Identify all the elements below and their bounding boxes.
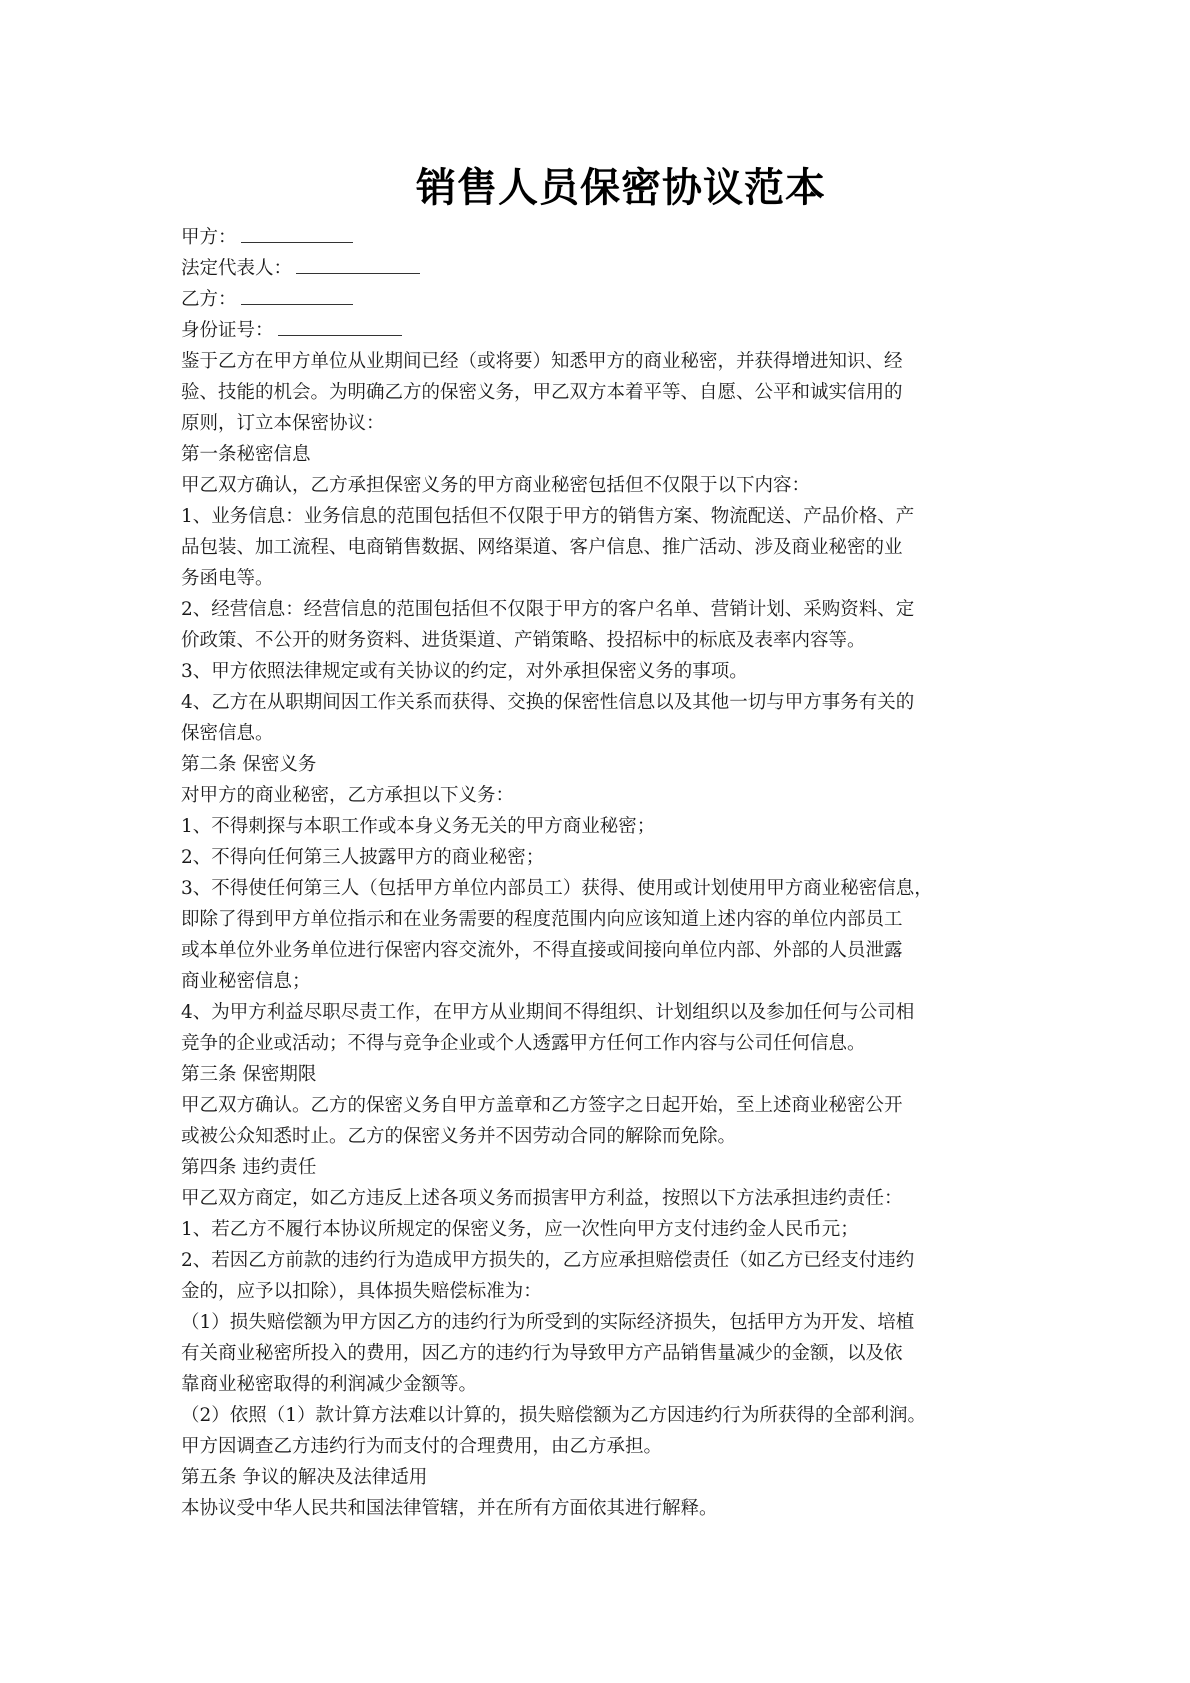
text-line: 验、技能的机会。为明确乙方的保密义务，甲乙双方本着平等、自愿、公平和诚实信用的 xyxy=(181,382,903,403)
article-4 xyxy=(181,1152,1021,1462)
text-line: 对甲方的商业秘密，乙方承担以下义务： xyxy=(181,785,515,806)
text-line: 品包装、加工流程、电商销售数据、网络渠道、客户信息、推广活动、涉及商业秘密的业 xyxy=(181,537,903,558)
article-heading: 第四条 违约责任 xyxy=(181,1157,317,1178)
article-2 xyxy=(181,749,1021,1059)
text-line: 竞争的企业或活动；不得与竞争企业或个人透露甲方任何工作内容与公司任何信息。 xyxy=(181,1033,866,1054)
document-body xyxy=(181,222,1021,1524)
text-line: 2、经营信息：经营信息的范围包括但不仅限于甲方的客户名单、营销计划、采购资料、定 xyxy=(181,599,915,620)
text-line: 即除了得到甲方单位指示和在业务需要的程度范围内向应该知道上述内容的单位内部员工 xyxy=(181,909,903,930)
field-label: 乙方： xyxy=(181,289,237,310)
text-line: （1）损失赔偿额为甲方因乙方的违约行为所受到的实际经济损失，包括甲方为开发、培植 xyxy=(181,1312,915,1333)
field-id-number xyxy=(181,315,1021,346)
text-line: 甲方因调查乙方违约行为而支付的合理费用，由乙方承担。 xyxy=(181,1436,663,1457)
field-label: 甲方： xyxy=(181,227,237,248)
text-line: 2、若因乙方前款的违约行为造成甲方损失的，乙方应承担赔偿责任（如乙方已经支付违约 xyxy=(181,1250,915,1271)
field-party-b xyxy=(181,284,1021,315)
field-label: 法定代表人： xyxy=(181,258,293,279)
field-party-a xyxy=(181,222,1021,253)
article-heading: 第五条 争议的解决及法律适用 xyxy=(181,1467,428,1488)
document-title: 销售人员保密协议范本 xyxy=(416,165,826,211)
text-line: 3、甲方依照法律规定或有关协议的约定，对外承担保密义务的事项。 xyxy=(181,661,748,682)
fill-in-blank xyxy=(296,253,420,274)
article-heading: 第一条秘密信息 xyxy=(181,444,311,465)
text-line: 价政策、不公开的财务资料、进货渠道、产销策略、投招标中的标底及表率内容等。 xyxy=(181,630,866,651)
text-line: 原则，订立本保密协议： xyxy=(181,413,385,434)
article-heading: 第三条 保密期限 xyxy=(181,1064,317,1085)
field-label: 身份证号： xyxy=(181,320,274,341)
fill-in-blank xyxy=(241,284,353,305)
article-3 xyxy=(181,1059,1021,1152)
text-line: 1、不得刺探与本职工作或本身义务无关的甲方商业秘密； xyxy=(181,816,656,837)
article-1 xyxy=(181,439,1021,749)
text-line: 商业秘密信息； xyxy=(181,971,311,992)
field-legal-representative xyxy=(181,253,1021,284)
text-line: 甲乙双方确认。乙方的保密义务自甲方盖章和乙方签字之日起开始，至上述商业秘密公开 xyxy=(181,1095,903,1116)
text-line: 或本单位外业务单位进行保密内容交流外，不得直接或间接向单位内部、外部的人员泄露 xyxy=(181,940,903,961)
text-line: 4、为甲方利益尽职尽责工作，在甲方从业期间不得组织、计划组织以及参加任何与公司相 xyxy=(181,1002,915,1023)
text-line: 有关商业秘密所投入的费用，因乙方的违约行为导致甲方产品销售量减少的金额，以及依 xyxy=(181,1343,903,1364)
text-line: 金的，应予以扣除），具体损失赔偿标准为： xyxy=(181,1281,542,1302)
text-line: 务函电等。 xyxy=(181,568,274,589)
text-line: 1、业务信息：业务信息的范围包括但不仅限于甲方的销售方案、物流配送、产品价格、产 xyxy=(181,506,915,527)
text-line: 2、不得向任何第三人披露甲方的商业秘密； xyxy=(181,847,545,868)
article-heading: 第二条 保密义务 xyxy=(181,754,317,775)
text-line: 本协议受中华人民共和国法律管辖，并在所有方面依其进行解释。 xyxy=(181,1498,718,1519)
text-line: 靠商业秘密取得的利润减少金额等。 xyxy=(181,1374,478,1395)
fill-in-blank xyxy=(278,315,402,336)
article-5 xyxy=(181,1462,1021,1524)
fill-in-blank xyxy=(241,222,353,243)
text-line: 4、乙方在从职期间因工作关系而获得、交换的保密性信息以及其他一切与甲方事务有关的 xyxy=(181,692,915,713)
document-page xyxy=(181,160,1021,1524)
text-line: 鉴于乙方在甲方单位从业期间已经（或将要）知悉甲方的商业秘密，并获得增进知识、经 xyxy=(181,351,903,372)
preamble xyxy=(181,346,1021,439)
text-line: 或被公众知悉时止。乙方的保密义务并不因劳动合同的解除而免除。 xyxy=(181,1126,737,1147)
text-line: 1、若乙方不履行本协议所规定的保密义务，应一次性向甲方支付违约金人民币元； xyxy=(181,1219,859,1240)
text-line: 保密信息。 xyxy=(181,723,274,744)
text-line: 甲乙双方商定，如乙方违反上述各项义务而损害甲方利益，按照以下方法承担违约责任： xyxy=(181,1188,903,1209)
text-line: 甲乙双方确认，乙方承担保密义务的甲方商业秘密包括但不仅限于以下内容： xyxy=(181,475,811,496)
text-line: 3、不得使任何第三人（包括甲方单位内部员工）获得、使用或计划使用甲方商业秘密信息， xyxy=(181,878,933,899)
text-line: （2）依照（1）款计算方法难以计算的，损失赔偿额为乙方因违约行为所获得的全部利润。 xyxy=(181,1405,927,1426)
